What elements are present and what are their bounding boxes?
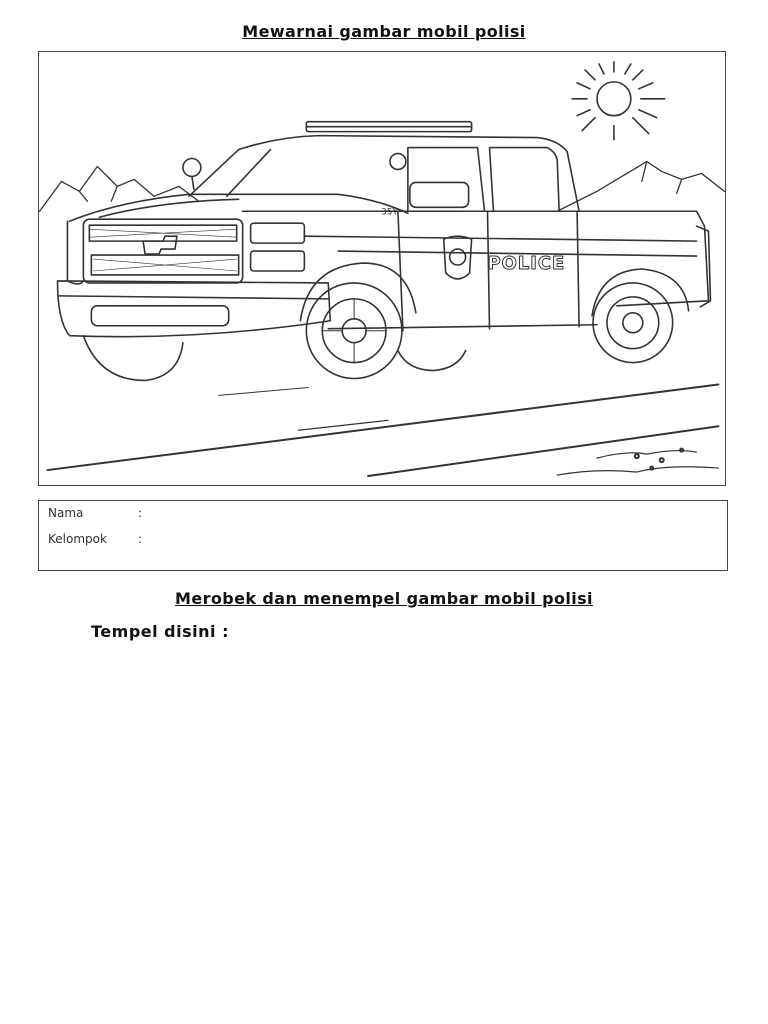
sun-icon: [572, 62, 665, 140]
section2-title: Merobek dan menempel gambar mobil polisi: [175, 589, 593, 608]
name-row: [48, 506, 142, 520]
coloring-picture-frame: [38, 51, 726, 486]
name-separator: :: [138, 506, 143, 520]
name-label: Nama: [48, 506, 84, 520]
paste-here-label: Tempel disini :: [91, 622, 229, 641]
police-car-coloring-image: [39, 52, 725, 485]
worksheet-title: Mewarnai gambar mobil polisi: [242, 22, 526, 41]
group-row: [48, 532, 142, 546]
car-number-text: 35Y: [381, 207, 398, 218]
paste-area: [38, 650, 728, 990]
police-truck-icon: [57, 122, 710, 381]
student-identity-box: [38, 500, 728, 571]
road-lines-icon: [48, 384, 719, 476]
police-door-text: POLICE: [487, 252, 566, 274]
group-separator: :: [138, 532, 143, 546]
group-label: Kelompok: [48, 532, 107, 546]
